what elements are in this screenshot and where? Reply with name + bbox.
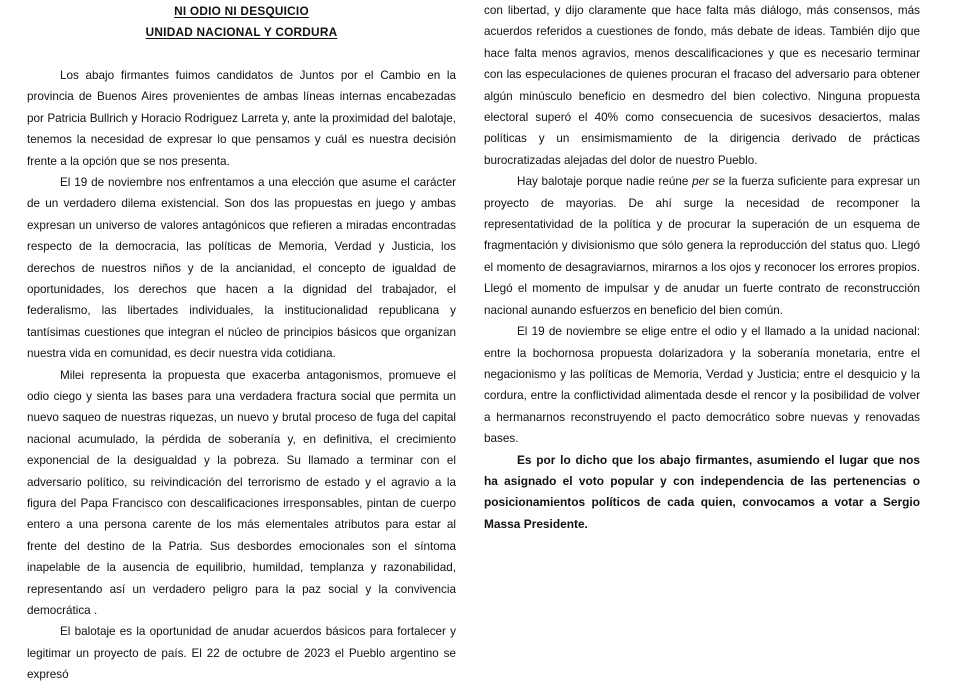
title-line-2-wrapper <box>27 22 456 43</box>
left-paragraph-1: Los abajo firmantes fuimos candidatos de Juntos por el Cambio en la provincia de Buenos Aires provenientes de ambas líneas internas encabezadas por Patricia Bullrich y Horacio Rodriguez Larreta y, ante la proximidad del balotaje, tenemos la necesidad de expresar lo que pensamos y cuál es nuestra decisión frente a la opción que se nos presenta. <box>27 68 456 168</box>
document-title-line-2: UNIDAD NACIONAL Y CORDURA <box>145 25 338 40</box>
per-se-italic-text: per se <box>692 175 726 189</box>
document-title-block <box>27 0 456 44</box>
per-se-pre-text: Hay balotaje porque nadie reúne <box>517 175 693 189</box>
right-paragraph-per-se <box>484 171 920 321</box>
title-line-1-wrapper <box>27 1 456 22</box>
per-se-post-text: la fuerza suficiente para expresar un proyecto de mayorias. De ahí surge la necesidad de recomponer la representatividad de la política y de procurar la superación de un esquema de fragmentación y divisionismo que sólo genera la reproducción del status quo. Llegó el momento de desagraviarnos, mirarnos a los ojos y reconocer los errores propios. Llegó el momento de impulsar y de anudar un fuerte contrato de reconstrucción nacional aunando esfuerzos en beneficio del bien común. <box>484 175 920 317</box>
right-paragraph-closing-bold: Es por lo dicho que los abajo firmantes, asumiendo el lugar que nos ha asignado el voto popular y con independencia de las pertenencias o posicionamientos políticos de cada quien, convocamos a votar a Sergio Massa Presidente. <box>484 452 920 531</box>
right-column <box>476 0 960 589</box>
right-paragraph-elige: El 19 de noviembre se elige entre el odio y el llamado a la unidad nacional: entre la bochornosa propuesta dolarizadora y la soberanía monetaria, entre el negacionismo y las políticas de Memoria, Verdad y Justicia; entre el desquicio y la cordura, entre la conflictividad alimentada desde el rencor y la posibilidad de volver a hermanarnos reconstruyendo el pacto democrático sobre nuevas y renovadas bases. <box>484 325 920 446</box>
left-column <box>0 0 476 682</box>
title-body-spacer <box>27 44 456 65</box>
right-paragraph-continuation: con libertad, y dijo claramente que hace falta más diálogo, más consensos, más acuerdos referidos a cuestiones de fondo, más debate de ideas. También dijo que hace falta menos agravios, menos descalificaciones y que es necesario terminar con las especulaciones de quienes procuran el fracaso del adversario para obtener algún minúsculo beneficio en desmedro del bien colectivo. Ninguna propuesta electoral superó el 40% como consecuencia de sucesivos desaciertos, malas políticas y un ensimismamiento de la dirigencia derivado de prácticas burocratizadas alejadas del dolor de nuestro Pueblo. <box>484 4 920 167</box>
document-title-line-1: NI ODIO NI DESQUICIO <box>174 4 309 18</box>
left-paragraph-2: El 19 de noviembre nos enfrentamos a una elección que asume el carácter de un verdadero dilema existencial. Son dos las propuestas en juego y ambas expresan un universo de valores antagónicos que refieren a miradas encontradas respecto de la democracia, las políticas de Memoria, Verdad y Justicia, los derechos de nuestros niños y de la ancianidad, el concepto de igualdad de oportunidades, los derechos que hacen a la dignidad del trabajador, el federalismo, las libertades individuales, la institucionalidad republicana y tantísimas cuestiones que integran el núcleo de principios básicos que organizan nuestra vida en comunidad, es decir nuestra vida cotidiana. <box>27 175 456 361</box>
left-paragraph-4: El balotaje es la oportunidad de anudar acuerdos básicos para fortalecer y legitimar un proyecto de país. El 22 de octubre de 2023 el Pueblo argentino se expresó <box>27 625 456 682</box>
left-paragraph-3: Milei representa la propuesta que exacerba antagonismos, promueve el odio ciego y sienta las bases para una verdadera fractura social que permita un nuevo saqueo de nuestras riquezas, un nuevo y brutal proceso de fuga del capital nacional acumulado, la pérdida de soberanía y, en definitiva, el crecimiento exponencial de la desigualdad y la pobreza. Su llamado a terminar con el adversario político, su reivindicación del terrorismo de estado y el agravio a la figura del Papa Francisco con descalificaciones irresponsables, pintan de cuerpo entero a una persona carente de los más elementales atributos para estar al frente del destino de la Patria. Sus desbordes emocionales son el síntoma inapelable de la ausencia de equilibrio, humildad, templanza y razonabilidad, representando así un verdadero peligro para la paz social y la convivencia democrática . <box>27 368 456 618</box>
